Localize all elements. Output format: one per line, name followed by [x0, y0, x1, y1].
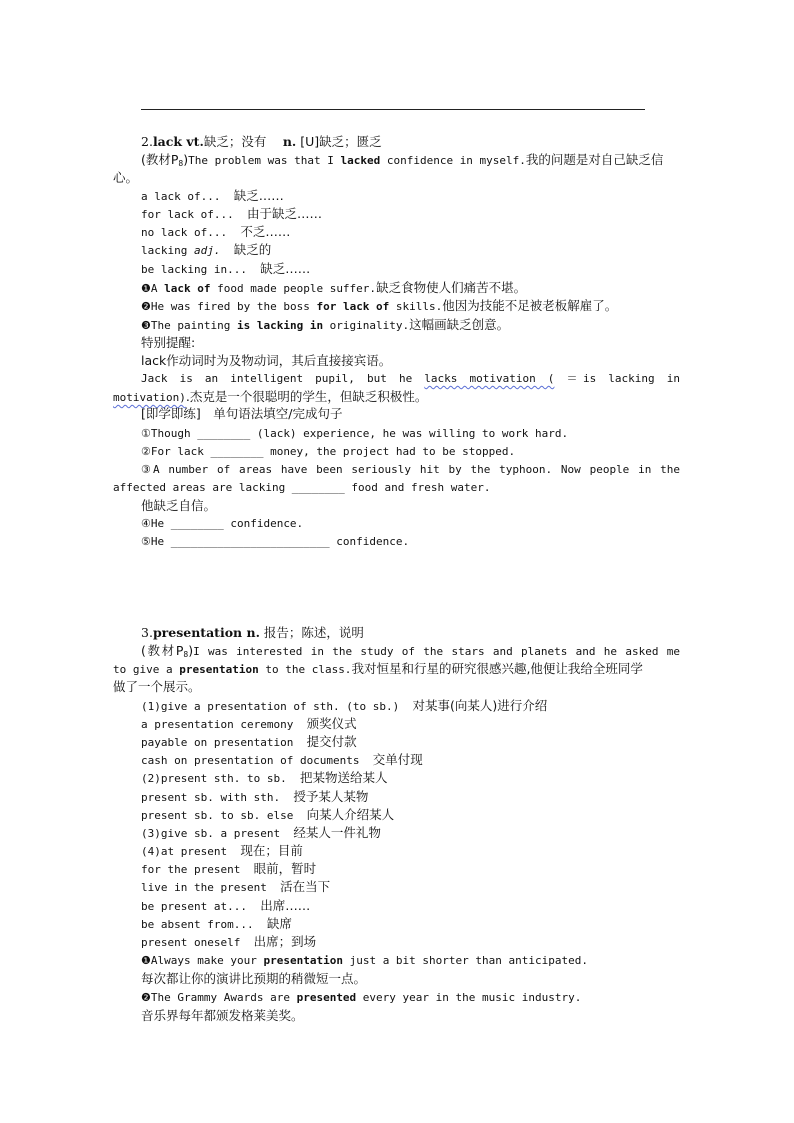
example-sentence-2-cn: 音乐界每年都颁发格莱美奖。 — [141, 1008, 304, 1023]
phrase-row: (3)give sb. a present 经某人一件礼物 — [141, 825, 381, 840]
phrase-row: present oneself 出席；到场 — [141, 934, 317, 949]
phrase-row: present sb. to sb. else 向某人介绍某人 — [141, 807, 395, 822]
phrase-row: present sb. with sth. 授予某人某物 — [141, 789, 369, 804]
phrase-row: be lacking in... 缺乏…… — [141, 261, 311, 276]
phrase-row: (4)at present 现在；目前 — [141, 843, 303, 858]
practice-question-3: ③A number of areas have been seriously hit by the typhoon. Now people in the — [141, 463, 680, 476]
phrase-row: lacking adj. 缺乏的 — [141, 242, 272, 257]
phrase-row: be present at... 出席…… — [141, 898, 311, 913]
entry-heading-lack: 2.lack vt.缺乏；没有 n. [U]缺乏；匮乏 — [141, 134, 382, 149]
tip-example: Jack is an intelligent pupil, but he lacks motivation ( ＝is lacking in — [141, 372, 680, 385]
practice-question-1: ①Though ________ (lack) experience, he was willing to work hard. — [141, 427, 569, 440]
example-sentence-1: ❶Always make your presentation just a bit shorter than anticipated. — [141, 954, 588, 967]
tip-text: lack作动词时为及物动词，其后直接接宾语。 — [141, 353, 392, 368]
practice-question-2: ②For lack ________ money, the project had to be stopped. — [141, 445, 516, 458]
practice-prompt-cn: 他缺乏自信。 — [141, 498, 217, 513]
phrase-row: no lack of... 不乏…… — [141, 224, 291, 239]
entry-heading-presentation: 3.presentation n. 报告；陈述，说明 — [141, 625, 364, 640]
practice-question-4: ④He ________ confidence. — [141, 517, 304, 530]
phrase-row: (2)present sth. to sb. 把某物送给某人 — [141, 770, 388, 785]
example-sentence-2: ❷The Grammy Awards are presented every year in the music industry. — [141, 991, 582, 1004]
practice-question-5: ⑤He ________________________ confidence. — [141, 535, 410, 548]
textbook-source-cn-cont: 做了一个展示。 — [113, 679, 201, 694]
textbook-source-line: (教材$P_8)I$ was interested in the study of the stars and planets and he asked me — [141, 643, 680, 659]
phrase-row: be absent from... 缺席 — [141, 916, 292, 931]
phrase-row: for the present 眼前，暂时 — [141, 861, 317, 876]
phrase-row: a presentation ceremony 颁奖仪式 — [141, 716, 357, 731]
example-sentence-3: ❸The painting is lacking in originality.这幅画缺乏创意。 — [141, 317, 510, 332]
phrase-row: payable on presentation 提交付款 — [141, 734, 357, 749]
header-rule — [141, 109, 645, 110]
example-sentence-1: ❶A lack of food made people suffer.缺乏食物使人们痛苦不堪。 — [141, 280, 527, 295]
textbook-source-line: (教材$P_8)The$ problem was that I lacked confidence in myself.我的问题是对自己缺乏信 — [141, 152, 664, 168]
textbook-source-cont: to give a presentation to the class.我对恒星和行星的研究很感兴趣,他便让我给全班同学 — [113, 661, 643, 676]
phrase-row: live in the present 活在当下 — [141, 879, 331, 894]
practice-question-3-cont: affected areas are lacking ________ food and fresh water. — [113, 481, 491, 494]
phrase-row: cash on presentation of documents 交单付现 — [141, 752, 423, 767]
example-sentence-2: ❷He was fired by the boss for lack of skills.他因为技能不足被老板解雇了。 — [141, 298, 618, 313]
tip-example-cont: motivation).杰克是一个很聪明的学生，但缺乏积极性。 — [113, 389, 428, 404]
example-sentence-1-cn: 每次都让你的演讲比预期的稍微短一点。 — [141, 971, 367, 986]
phrase-row: for lack of... 由于缺乏…… — [141, 206, 322, 221]
practice-title: [即学即练] 单句语法填空/完成句子 — [141, 406, 343, 421]
textbook-source-cn-cont: 心。 — [113, 170, 139, 185]
phrase-row: a lack of... 缺乏…… — [141, 188, 284, 203]
tip-title: 特别提醒: — [141, 335, 196, 350]
phrase-row: (1)give a presentation of sth. (to sb.) 对某事(向某人)进行介绍 — [141, 698, 548, 713]
